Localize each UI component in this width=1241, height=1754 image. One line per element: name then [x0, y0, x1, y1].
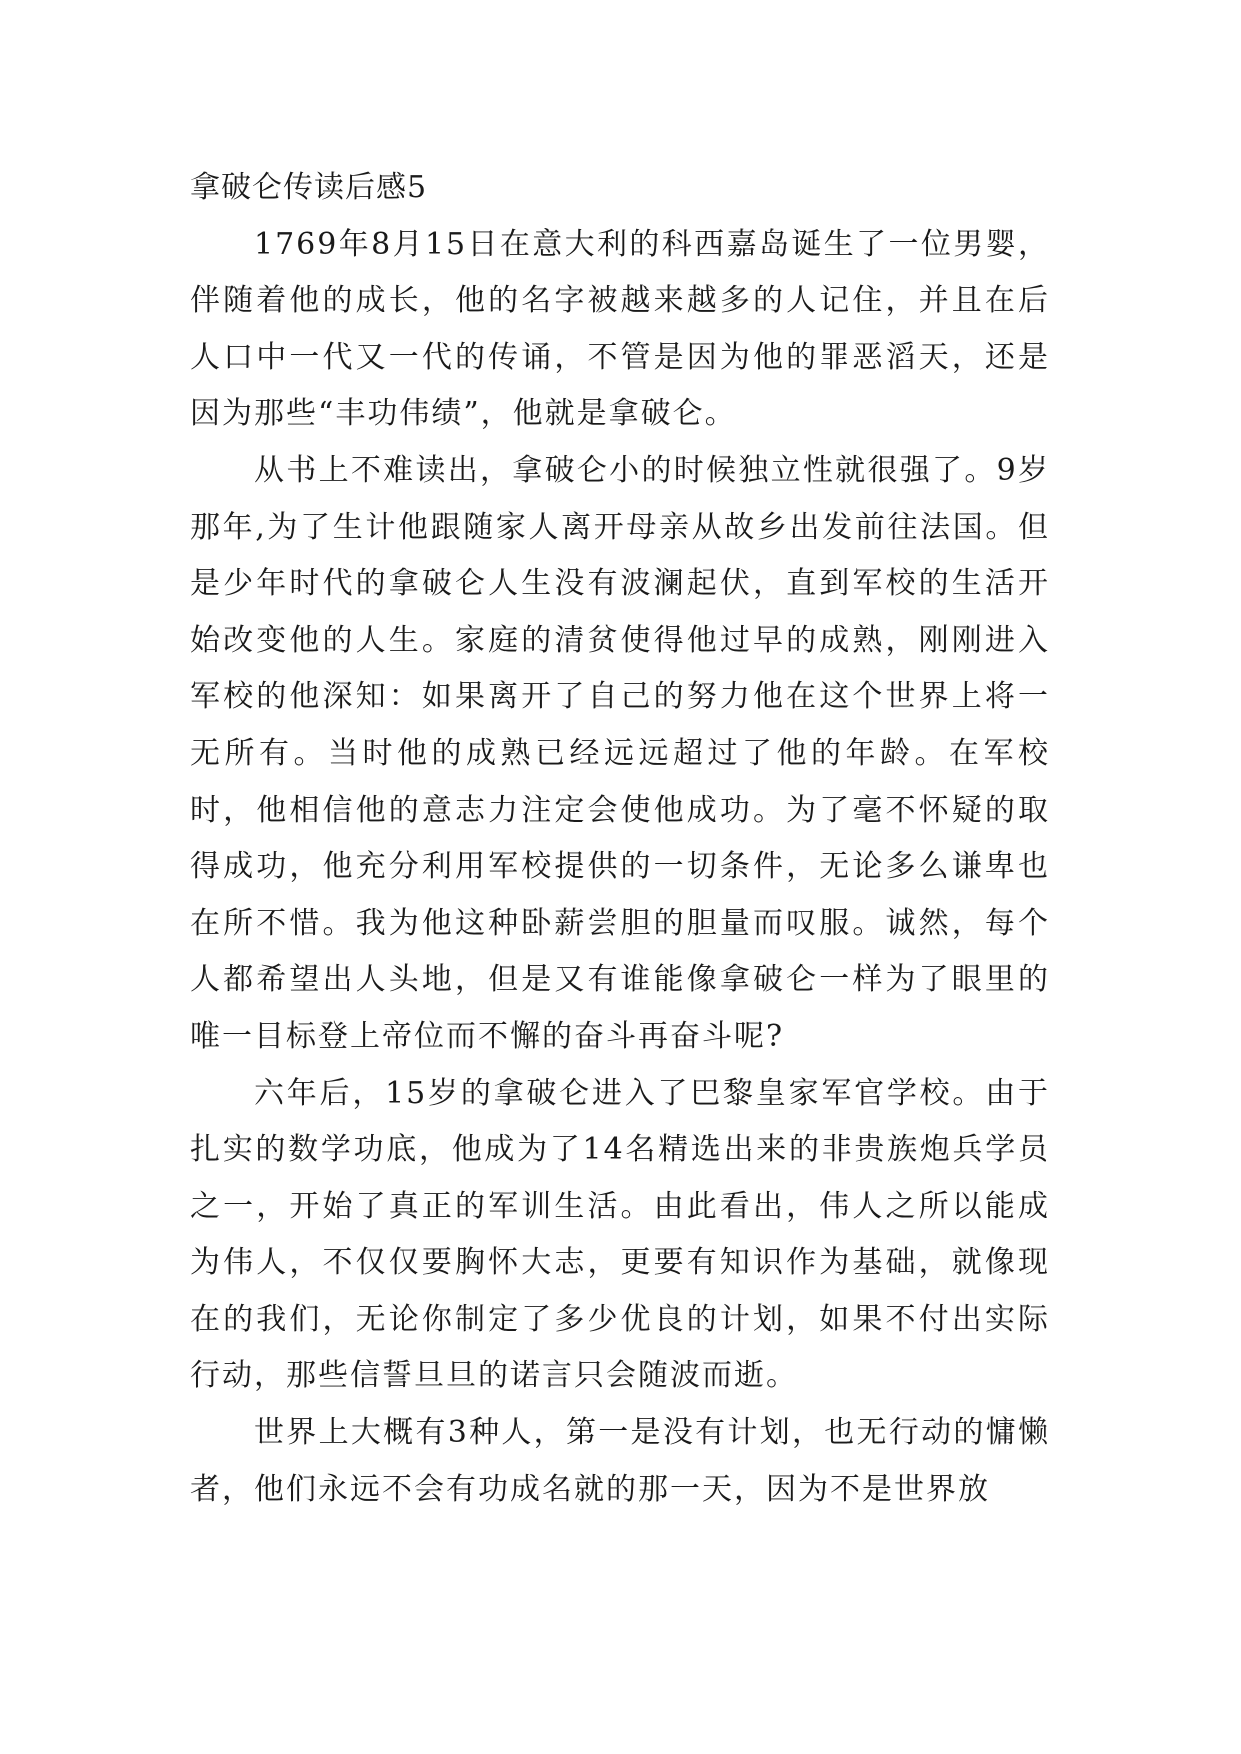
document-body	[190, 160, 1050, 1518]
document-title: 拿破仑传读后感5	[190, 170, 428, 205]
paragraph-birth: 1769年8月15日在意大利的科西嘉岛诞生了一位男婴，伴随着他的成长，他的名字被越来越多的人记住，并且在后人口中一代又一代的传诵，不管是因为他的罪恶滔天，还是因为那些“丰功伟绩”，他就是拿破仑。	[190, 226, 1050, 432]
paragraph-three-kinds: 世界上大概有3种人，第一是没有计划，也无行动的慵懒者，他们永远不会有功成名就的那一天，因为不是世界放	[190, 1415, 1050, 1507]
paragraph-youth: 从书上不难读出，拿破仑小的时候独立性就很强了。9岁那年,为了生计他跟随家人离开母亲从故乡出发前往法国。但是少年时代的拿破仑人生没有波澜起伏，直到军校的生活开始改变他的人生。家庭的清贫使得他过早的成熟，刚刚进入军校的他深知：如果离开了自己的努力他在这个世界上将一无所有。当时他的成熟已经远远超过了他的年龄。在军校时，他相信他的意志力注定会使他成功。为了毫不怀疑的取得成功，他充分利用军校提供的一切条件，无论多么谦卑也在所不惜。我为他这种卧薪尝胆的胆量而叹服。诚然，每个人都希望出人头地，但是又有谁能像拿破仑一样为了眼里的唯一目标登上帝位而不懈的奋斗再奋斗呢?	[190, 452, 1050, 1054]
paragraph-military-school: 六年后，15岁的拿破仑进入了巴黎皇家军官学校。由于扎实的数学功底，他成为了14名精选出来的非贵族炮兵学员之一，开始了真正的军训生活。由此看出，伟人之所以能成为伟人，不仅仅要胸怀大志，更要有知识作为基础，就像现在的我们，无论你制定了多少优良的计划，如果不付出实际行动，那些信誓旦旦的诺言只会随波而逝。	[190, 1075, 1050, 1394]
